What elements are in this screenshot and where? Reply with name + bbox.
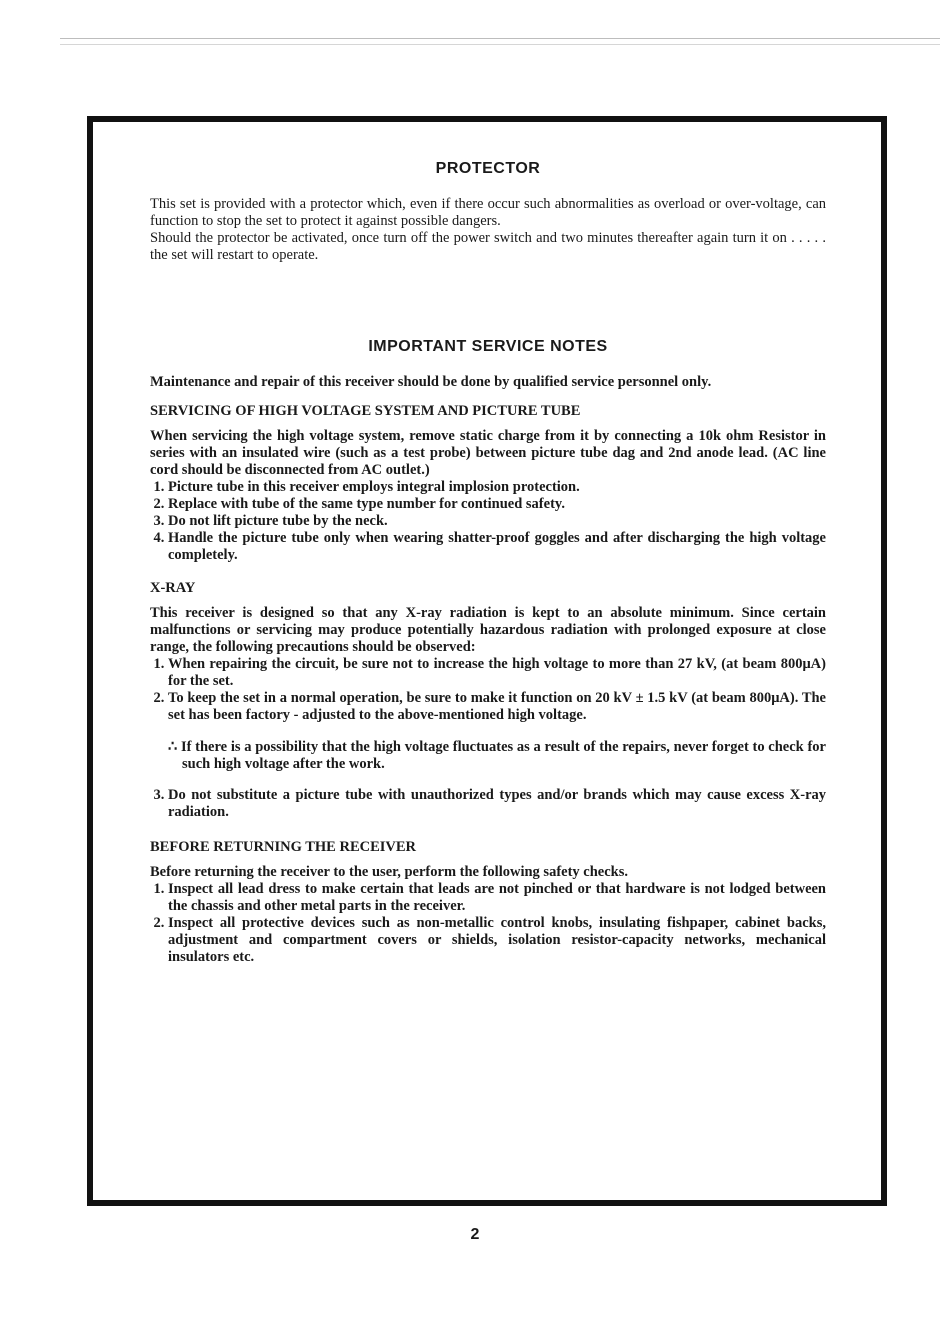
list-item: 1. Inspect all lead dress to make certain that leads are not pinched or that hardware is not lodged between the chassis and other metal parts in the receiver. [168,881,826,915]
list-item: 3. Do not substitute a picture tube with unauthorized types and/or brands which may cause excess X-ray radiation. [168,787,826,821]
scan-artifact-line [60,44,940,45]
returning-intro: Before returning the receiver to the user, perform the following safety checks. [150,864,628,880]
list-item: 1. Picture tube in this receiver employs integral implosion protection. [168,479,826,496]
protector-paragraph-2: Should the protector be activated, once turn off the power switch and two minutes thereafter again turn it on . . . . . the set will restart to operate. [150,230,826,263]
service-notes-title: IMPORTANT SERVICE NOTES [368,338,608,355]
service-notes-intro: Maintenance and repair of this receiver should be done by qualified service personnel only. [150,374,712,390]
page-number: 2 [470,1226,480,1243]
scan-artifact-line [60,38,940,39]
list-item: 3. Do not lift picture tube by the neck. [168,513,826,530]
high-voltage-list [150,479,826,564]
document-body [150,160,826,966]
list-item: 2. Replace with tube of the same type number for continued safety. [168,496,826,513]
xray-list [150,656,826,724]
list-item: 4. Handle the picture tube only when wearing shatter-proof goggles and after discharging the high voltage completely. [168,530,826,564]
xray-list-continued [150,787,826,821]
xray-heading: X-RAY [150,580,196,596]
returning-heading: BEFORE RETURNING THE RECEIVER [150,839,417,855]
list-item-text: To keep the set in a normal operation, be sure to make it function on 20 kV ± 1.5 kV (at beam 800μA). The set has been factory - adjusted to the above-mentioned high voltage. [168,690,826,723]
protector-title: PROTECTOR [435,160,541,177]
list-item: 1. When repairing the circuit, be sure not to increase the high voltage to more than 27 kV, (at beam 800μA) for the set. [168,656,826,690]
protector-paragraph-1: This set is provided with a protector which, even if there occur such abnormalities as overload or over-voltage, can function to stop the set to protect it against possible dangers. [150,196,826,229]
xray-note: ∴ If there is a possibility that the high voltage fluctuates as a result of the repairs, never forget to check for such high voltage after the work. [168,738,826,772]
high-voltage-intro: When servicing the high voltage system, remove static charge from it by connecting a 10k ohm Resistor in series with an insulated wire (such as a test probe) between picture tube dag and 2nd anode lead. (AC line cord should be disconnected from AC outlet.) [150,428,826,478]
high-voltage-heading: SERVICING OF HIGH VOLTAGE SYSTEM AND PICTURE TUBE [150,403,581,419]
returning-list [150,881,826,966]
list-item [168,690,826,724]
xray-intro: This receiver is designed so that any X-ray radiation is kept to an absolute minimum. Since certain malfunctions or servicing may produce potentially hazardous radiation with prolonged exposure at close range, the following precautions should be observed: [150,605,826,655]
list-item: 2. Inspect all protective devices such as non-metallic control knobs, insulating fishpaper, cabinet backs, adjustment and compartment covers or shields, isolation resistor-capacity networks, mechanical insulators etc. [168,915,826,966]
